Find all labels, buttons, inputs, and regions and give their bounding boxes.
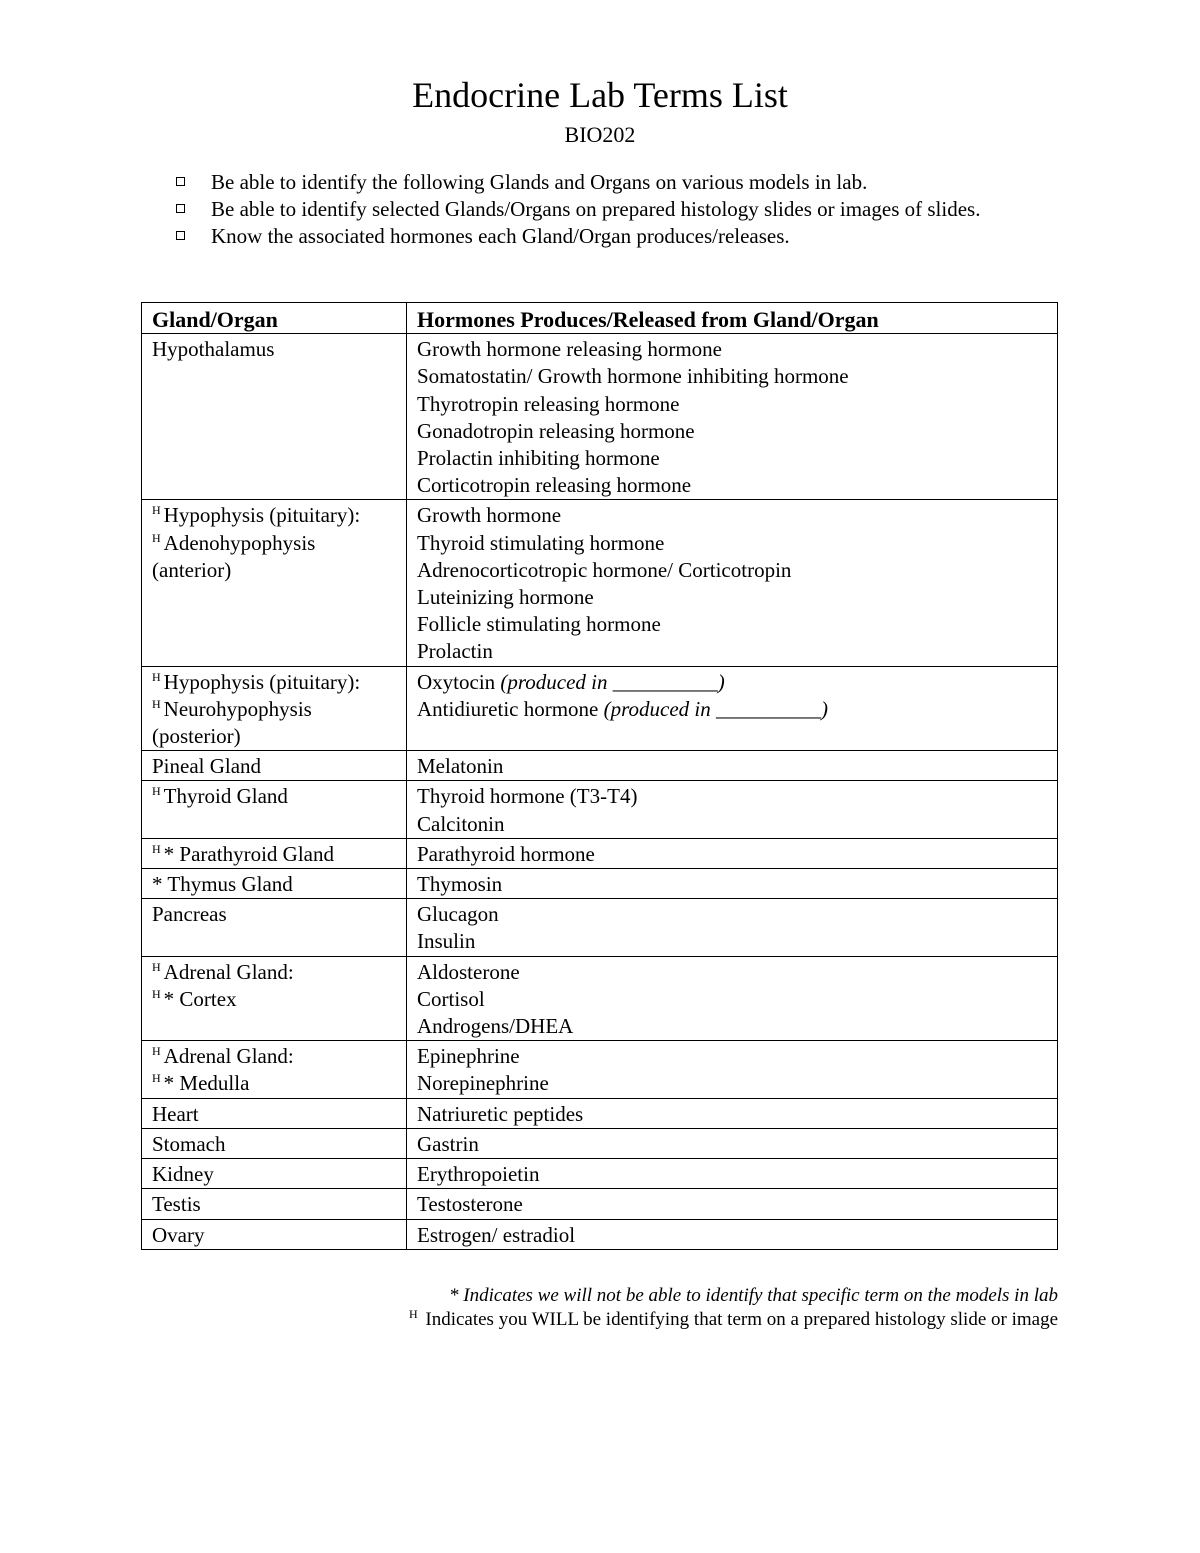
gland-cell <box>142 1219 407 1249</box>
gland-line <box>152 1101 396 1128</box>
gland-name: * Medulla <box>163 1071 250 1096</box>
hormones-cell <box>407 899 1058 956</box>
gland-line <box>152 753 396 780</box>
hormone-line: Prolactin inhibiting hormone <box>417 446 660 471</box>
gland-cell <box>142 838 407 868</box>
hormones-cell <box>407 956 1058 1041</box>
hormones-cell <box>407 1219 1058 1249</box>
hormone-name: Oxytocin <box>417 669 496 694</box>
histology-mark: H <box>152 696 161 711</box>
gland-line <box>152 901 396 928</box>
gland-cell <box>142 334 407 500</box>
gland-cell <box>142 869 407 899</box>
instruction-text: Know the associated hormones each Gland/Organ produces/releases. <box>211 224 790 248</box>
instruction-item <box>170 196 1050 223</box>
hormones-cell <box>407 1128 1058 1158</box>
instruction-item <box>170 223 1050 250</box>
table-row <box>142 751 1058 781</box>
hormone-line: Somatostatin/ Growth hormone inhibiting hormone <box>417 364 849 389</box>
hormone-line: Corticotropin releasing hormone <box>417 473 692 498</box>
gland-name: Adenohypophysis <box>163 530 316 555</box>
histology-mark: H <box>152 841 161 856</box>
hormone-name: Antidiuretic hormone <box>417 696 599 721</box>
square-bullet-icon <box>176 231 185 240</box>
table-row <box>142 956 1058 1041</box>
gland-name: Testis <box>152 1192 201 1217</box>
table-row <box>142 1219 1058 1249</box>
hormone-line: Thyrotropin releasing hormone <box>417 391 680 416</box>
gland-cell <box>142 1189 407 1219</box>
table-row <box>142 838 1058 868</box>
footnote-asterisk: * Indicates we will not be able to identify that specific term on the models in lab <box>449 1285 1058 1306</box>
table-row <box>142 500 1058 666</box>
table-body <box>142 334 1058 1250</box>
gland-cell <box>142 1159 407 1189</box>
hormone-line: Growth hormone <box>417 503 562 528</box>
gland-cell <box>142 751 407 781</box>
histology-mark: H <box>408 1306 418 1321</box>
hormone-line: Natriuretic peptides <box>417 1101 584 1126</box>
gland-name: Neurohypophysis <box>163 696 312 721</box>
gland-name: Hypophysis (pituitary): <box>163 669 361 694</box>
gland-line <box>152 696 396 723</box>
gland-name: (posterior) <box>152 724 241 749</box>
hormones-cell <box>407 781 1058 838</box>
gland-cell <box>142 781 407 838</box>
hormone-line: Gastrin <box>417 1131 479 1156</box>
hormones-cell <box>407 1041 1058 1098</box>
gland-line <box>152 1222 396 1249</box>
gland-line <box>152 1161 396 1188</box>
hormone-line: Cortisol <box>417 986 485 1011</box>
hormone-line: Aldosterone <box>417 959 520 984</box>
hormone-line: Testosterone <box>417 1192 523 1217</box>
hormone-line: Thyroid stimulating hormone <box>417 530 665 555</box>
footnote-histology-text: Indicates you WILL be identifying that term on a prepared histology slide or image <box>425 1309 1058 1330</box>
hormone-line: Melatonin <box>417 754 504 779</box>
hormone-note: (produced in __________) <box>500 669 725 694</box>
gland-name: Adrenal Gland: <box>163 1044 294 1069</box>
gland-name: Adrenal Gland: <box>163 959 294 984</box>
hormone-line: Follicle stimulating hormone <box>417 612 661 637</box>
gland-cell <box>142 956 407 1041</box>
hormones-cell <box>407 500 1058 666</box>
hormone-note: (produced in __________) <box>603 696 828 721</box>
hormone-line: Androgens/DHEA <box>417 1014 574 1039</box>
gland-name: Heart <box>152 1101 199 1126</box>
gland-name: Pineal Gland <box>152 754 262 779</box>
gland-line <box>152 1131 396 1158</box>
hormone-line: Adrenocorticotropic hormone/ Corticotropin <box>417 557 792 582</box>
instruction-text: Be able to identify selected Glands/Organs on prepared histology slides or images of slides. <box>211 197 981 221</box>
hormones-cell <box>407 1159 1058 1189</box>
histology-mark: H <box>152 503 161 518</box>
table-row <box>142 1159 1058 1189</box>
header-hormones: Hormones Produces/Released from Gland/Organ <box>407 303 1058 334</box>
gland-line <box>152 1043 396 1070</box>
hormone-line: Erythropoietin <box>417 1162 540 1187</box>
gland-name: (anterior) <box>152 557 232 582</box>
gland-name: Thyroid Gland <box>163 784 288 809</box>
hormone-line: Thymosin <box>417 872 503 897</box>
instruction-item <box>170 169 1050 196</box>
hormones-cell <box>407 838 1058 868</box>
hormone-line <box>417 696 1047 723</box>
hormone-line: Calcitonin <box>417 811 505 836</box>
hormones-cell <box>407 751 1058 781</box>
hormone-line: Glucagon <box>417 902 499 927</box>
gland-line <box>152 959 396 986</box>
gland-cell <box>142 666 407 751</box>
square-bullet-icon <box>176 204 185 213</box>
hormones-cell <box>407 666 1058 751</box>
gland-line <box>152 336 396 363</box>
histology-mark: H <box>152 1071 161 1086</box>
gland-line <box>152 871 396 898</box>
gland-name: Stomach <box>152 1131 226 1156</box>
histology-mark: H <box>152 986 161 1001</box>
hormones-cell <box>407 334 1058 500</box>
gland-cell <box>142 1041 407 1098</box>
hormones-cell <box>407 1189 1058 1219</box>
gland-cell <box>142 899 407 956</box>
table-row <box>142 1128 1058 1158</box>
table-header-row <box>142 303 1058 334</box>
hormone-line: Gonadotropin releasing hormone <box>417 418 695 443</box>
histology-mark: H <box>152 669 161 684</box>
histology-mark: H <box>152 784 161 799</box>
gland-name: Hypothalamus <box>152 337 275 362</box>
hormone-line: Insulin <box>417 929 476 954</box>
course-code: BIO202 <box>564 122 636 147</box>
page-title: Endocrine Lab Terms List <box>412 75 788 115</box>
hormones-cell <box>407 869 1058 899</box>
gland-cell <box>142 1098 407 1128</box>
hormone-line: Luteinizing hormone <box>417 585 594 610</box>
gland-cell <box>142 500 407 666</box>
histology-mark: H <box>152 1044 161 1059</box>
hormones-cell <box>407 1098 1058 1128</box>
table-row <box>142 781 1058 838</box>
gland-line <box>152 669 396 696</box>
gland-name: Kidney <box>152 1162 214 1187</box>
hormone-line: Parathyroid hormone <box>417 841 595 866</box>
gland-name: Pancreas <box>152 902 227 927</box>
gland-line <box>152 986 396 1013</box>
hormone-line: Thyroid hormone (T3-T4) <box>417 784 638 809</box>
gland-cell <box>142 1128 407 1158</box>
square-bullet-icon <box>176 177 185 186</box>
hormone-line: Norepinephrine <box>417 1071 549 1096</box>
instruction-text: Be able to identify the following Glands and Organs on various models in lab. <box>211 170 868 194</box>
histology-mark: H <box>152 959 161 974</box>
table-row <box>142 1041 1058 1098</box>
gland-name: * Thymus Gland <box>152 872 293 897</box>
gland-line <box>152 530 396 557</box>
gland-name: * Cortex <box>163 986 237 1011</box>
hormone-line <box>417 669 1047 696</box>
table-row <box>142 1098 1058 1128</box>
histology-mark: H <box>152 530 161 545</box>
hormone-line: Growth hormone releasing hormone <box>417 337 723 362</box>
table-row <box>142 334 1058 500</box>
instruction-list <box>170 169 1050 250</box>
table-row <box>142 899 1058 956</box>
gland-line <box>152 723 396 750</box>
gland-line <box>152 502 396 529</box>
hormone-line: Epinephrine <box>417 1044 520 1069</box>
gland-line <box>152 1070 396 1097</box>
table-row <box>142 869 1058 899</box>
hormone-line: Prolactin <box>417 639 493 664</box>
table-row <box>142 1189 1058 1219</box>
gland-line <box>152 841 396 868</box>
gland-name: Hypophysis (pituitary): <box>163 503 361 528</box>
gland-line <box>152 783 396 810</box>
gland-line <box>152 1191 396 1218</box>
gland-line <box>152 557 396 584</box>
terms-table <box>141 302 1058 1250</box>
gland-name: * Parathyroid Gland <box>163 841 334 866</box>
footnote-histology <box>409 1308 1058 1332</box>
header-gland: Gland/Organ <box>142 303 407 334</box>
table-row <box>142 666 1058 751</box>
gland-name: Ovary <box>152 1222 205 1247</box>
hormone-line: Estrogen/ estradiol <box>417 1222 576 1247</box>
